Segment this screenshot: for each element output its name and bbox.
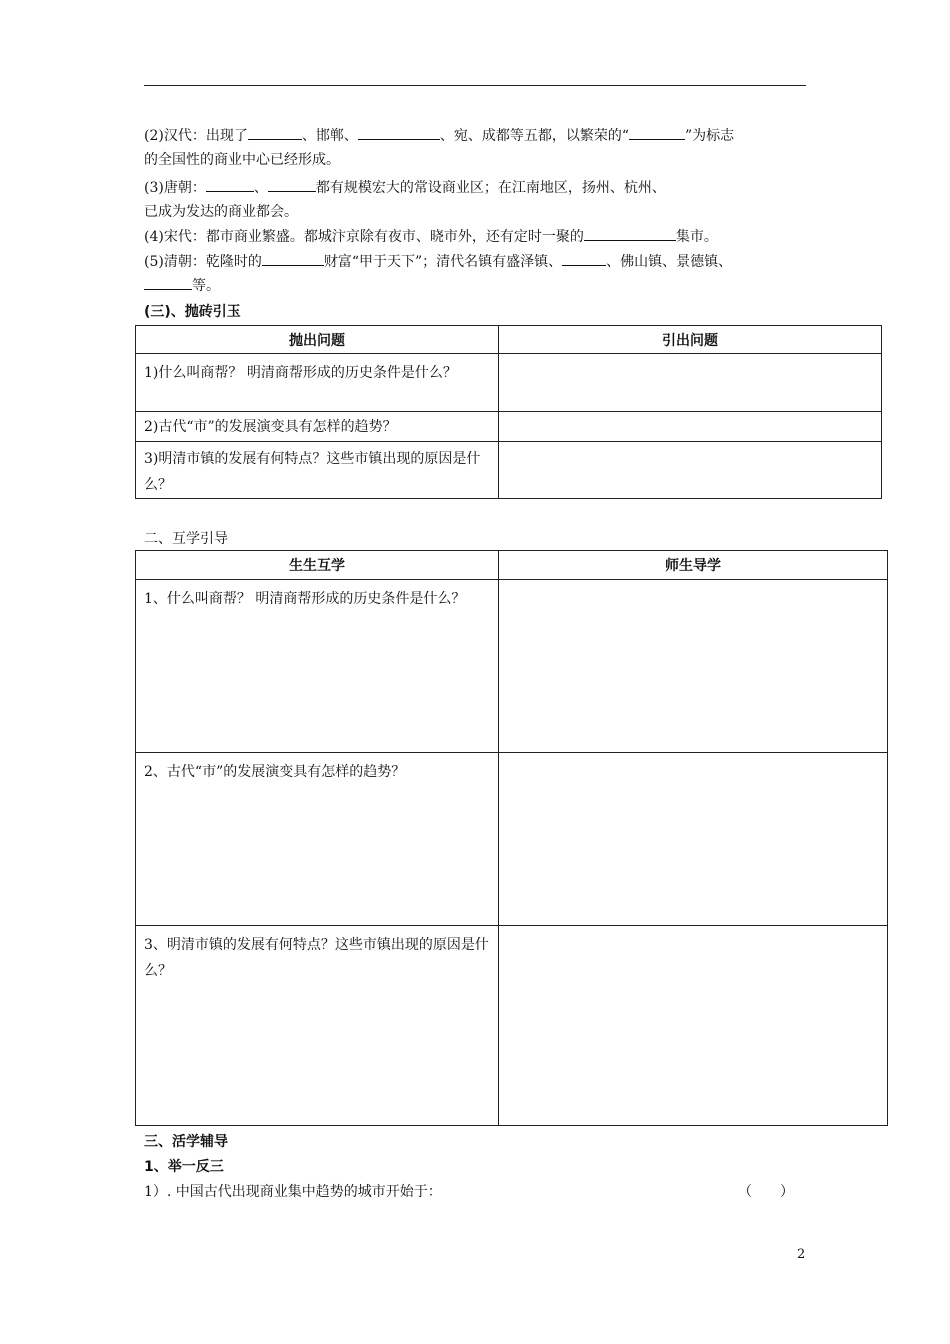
han-text-2: 、邯郸、 (301, 128, 358, 144)
qing-text-2: 财富“甲于天下”；清代名镇有盛泽镇、 (323, 254, 563, 270)
qing-text-3: 、佛山镇、景德镇、 (606, 254, 733, 270)
table2-header-right: 师生导学 (499, 551, 888, 580)
table2-row-2: 2、古代“市”的发展演变具有怎样的趋势？ (136, 753, 499, 926)
question-1 (144, 1181, 794, 1201)
table2-row-1: 1、什么叫商帮？ 明清商帮形成的历史条件是什么？ (136, 580, 499, 753)
page-number: 2 (797, 1247, 806, 1262)
table1-answer-1[interactable] (499, 354, 882, 412)
answer-parentheses[interactable]: （ ） (738, 1184, 794, 1200)
blank-4[interactable] (206, 177, 254, 192)
blank-1[interactable] (248, 125, 302, 140)
tang-text-4: 已成为发达的商业都会。 (144, 204, 298, 220)
blank-2[interactable] (358, 125, 440, 140)
table2-answer-2[interactable] (499, 753, 888, 926)
tang-text-1: (3)唐朝： (144, 180, 206, 196)
question-table (135, 325, 882, 499)
han-dynasty-paragraph (144, 124, 809, 172)
blank-6[interactable] (584, 226, 676, 241)
table1-header-right: 引出问题 (499, 326, 882, 354)
tang-text-2: 、 (253, 180, 268, 196)
question-1-text: 1）. 中国古代出现商业集中趋势的城市开始于： (144, 1184, 442, 1200)
table1-answer-2[interactable] (499, 412, 882, 442)
table1-row-1: 1)什么叫商帮？ 明清商帮形成的历史条件是什么？ (136, 354, 499, 412)
qing-dynasty-paragraph (144, 250, 809, 298)
han-text-1: (2)汉代：出现了 (144, 128, 248, 144)
mutual-learning-table (135, 550, 888, 1126)
table2-header-left: 生生互学 (136, 551, 499, 580)
song-dynasty-paragraph (144, 225, 809, 249)
blank-5[interactable] (268, 177, 316, 192)
table2-answer-3[interactable] (499, 926, 888, 1126)
qing-text-4: 等。 (192, 278, 220, 294)
song-text-1: (4)宋代：都市商业繁盛。都城汴京除有夜市、晓市外，还有定时一聚的 (144, 229, 584, 245)
table1-row-3: 3)明清市镇的发展有何特点？这些市镇出现的原因是什么？ (136, 442, 499, 499)
han-text-5: 的全国性的商业中心已经形成。 (144, 152, 340, 168)
section-three-active-title: 三、活学辅导 (144, 1134, 228, 1150)
header-rule (144, 85, 806, 86)
table2-answer-1[interactable] (499, 580, 888, 753)
han-text-3: 、宛、成都等五都，以繁荣的“ (439, 128, 630, 144)
tang-dynasty-paragraph (144, 176, 809, 224)
section-two-title: 二、互学引导 (144, 531, 228, 547)
blank-9[interactable] (144, 275, 192, 290)
han-text-4: ”为标志 (685, 128, 735, 144)
section-three-title: (三)、抛砖引玉 (144, 304, 241, 320)
blank-3[interactable] (629, 125, 685, 140)
table1-row-2: 2)古代“市”的发展演变具有怎样的趋势？ (136, 412, 499, 442)
blank-7[interactable] (262, 251, 324, 266)
table1-answer-3[interactable] (499, 442, 882, 499)
qing-text-1: (5)清朝：乾隆时的 (144, 254, 262, 270)
tang-text-3: 都有规模宏大的常设商业区；在江南地区，扬州、杭州、 (315, 180, 666, 196)
song-text-2: 集市。 (675, 229, 718, 245)
subsection-title: 1、举一反三 (144, 1159, 224, 1175)
table1-header-left: 抛出问题 (136, 326, 499, 354)
blank-8[interactable] (562, 251, 606, 266)
table2-row-3: 3、明清市镇的发展有何特点？这些市镇出现的原因是什么？ (136, 926, 499, 1126)
